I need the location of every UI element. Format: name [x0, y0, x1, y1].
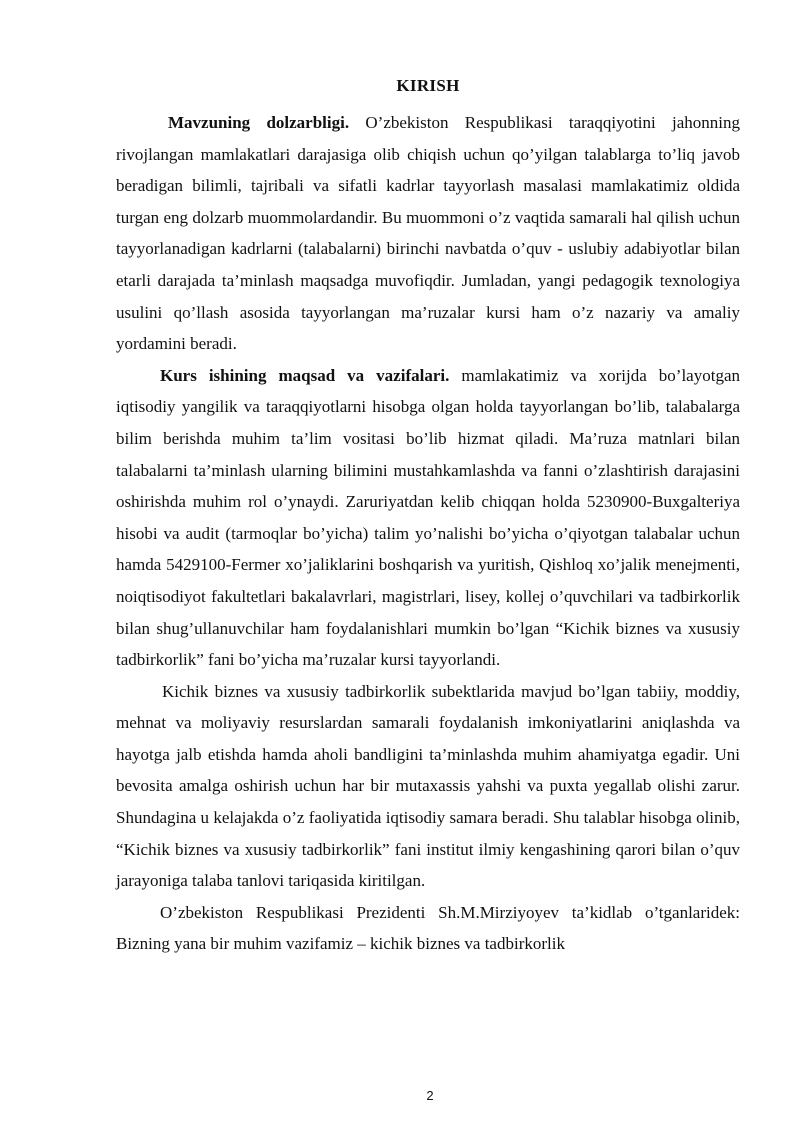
paragraph-text: O’zbekiston Respublikasi taraqqiyotini jahonning rivojlangan mamlakatlari darajasiga olib chiqish uchun qo’yilgan talablarga to’liq javob beradigan bilimli, tajribali va sifatli kadrlar tayyorlash masalasi mamlakatimiz oldida turgan eng dolzarb muommolardandir. Bu muommoni o’z vaqtida samarali hal qilish uchun tayyorlanadigan kadrlarni (talabalarni) birinchi navbatda o’quv - uslubiy adabiyotlar bilan etarli darajada ta’minlash maqsadga muvofiqdir. Jumladan, yangi pedagogik texnologiya usulini qo’llash asosida tayyorlangan ma’ruzalar kursi ham o’z nazariy va amaliy yordamini beradi. — [116, 113, 741, 354]
paragraph-text: mamlakatimiz va xorijda bo’layotgan iqtisodiy yangilik va taraqqiyotlarni hisobga olgan holda tayyorlangan bo’lib, talabalarga bilim berishda muhim ta’lim vositasi bo’lib hizmat qiladi. Ma’ruza matnlari bilan talabalarni ta’minlash ularning bilimini mustahkamlashda va fanni o’zlashtirish darajasini oshirishda muhim rol o’ynaydi. Zaruriyatdan kelib chiqqan holda 5230900-Buxgalteriya hisobi va audit (tarmoqlar bo’yicha) talim yo’nalishi bo’yicha o’qiyotgan talabalar uchun hamda 5429100-Fermer xo’jaliklarini boshqarish va yuritish, Qishloq xo’jalik menejmenti, noiqtisodiyot fakultetlari bakalavrlari, magistrlari, lisey, kollej o’quvchilari va tadbirkorlik bilan shug’ullanuvchilar ham foydalanishlari mumkin bo’lgan “Kichik biznes va xususiy tadbirkorlik” fani bo’yicha ma’ruzalar kursi tayyorlandi. — [116, 365, 740, 670]
paragraph-goals — [116, 360, 740, 676]
paragraph-president — [116, 897, 740, 960]
paragraph-text: O’zbekiston Respublikasi Prezidenti Sh.M.Mirziyoyev ta’kidlab o’tganlaridek: Bizning yana bir muhim vazifamiz – kichik biznes va tadbirkorlik — [116, 902, 740, 954]
page-heading: KIRISH — [396, 76, 460, 95]
paragraph-relevance — [116, 107, 740, 360]
paragraph-lead: Mavzuning dolzarbligi. — [168, 113, 350, 132]
paragraph-lead: Kurs ishining maqsad va vazifalari. — [160, 365, 450, 385]
document-body — [116, 107, 740, 960]
paragraph-small-business — [116, 676, 740, 897]
paragraph-text: Kichik biznes va xususiy tadbirkorlik subektlarida mavjud bo’lgan tabiiy, moddiy, mehnat va moliyaviy resurslardan samarali foydalanish imkoniyatlarini aniqlashda va hayotga jalb etishda hamda aholi bandligini ta’minlashda muhim ahamiyatga egadir. Uni bevosita amalga oshirish uchun har bir mutaxassis yahshi va puxta yegallab olishi zarur. Shundagina u kelajakda o’z faoliyatida iqtisodiy samara beradi. Shu talablar hisobga olinib, “Kichik biznes va xususiy tadbirkorlik” fani institut ilmiy kengashining qarori bilan o’quv jarayoniga talaba tanlovi tariqasida kiritilgan. — [116, 681, 740, 891]
page-number: 2 — [426, 1088, 434, 1103]
